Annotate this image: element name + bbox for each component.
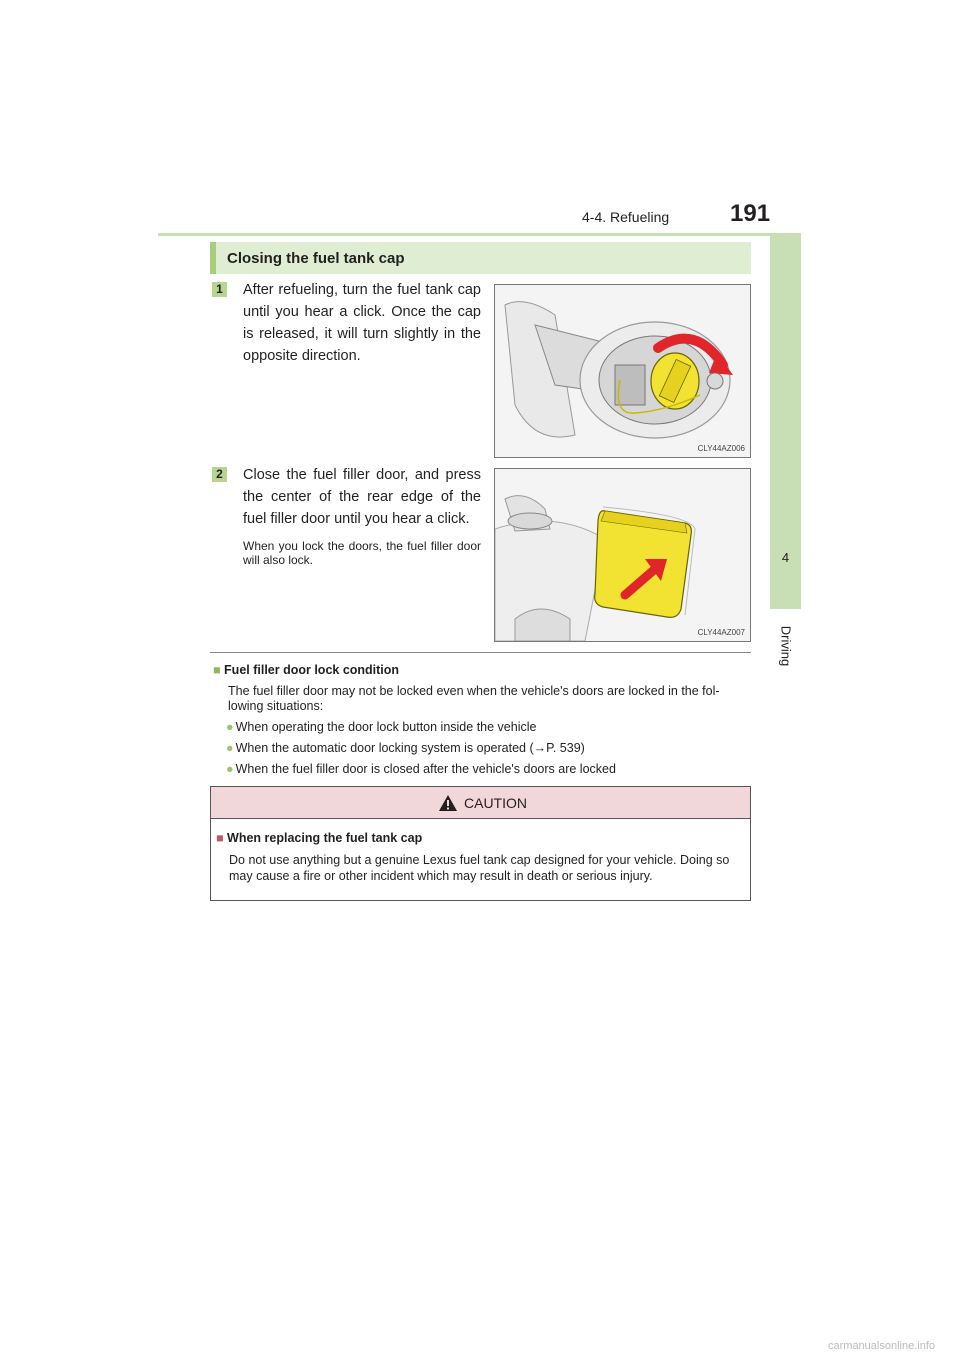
- caution-subheading: ■ When replacing the fuel tank cap: [216, 831, 423, 845]
- section-label: 4-4. Refueling: [582, 209, 670, 225]
- page-number: 191: [730, 200, 771, 227]
- caution-header: [211, 787, 750, 819]
- fuel-door-illustration: [495, 469, 750, 641]
- chapter-number: 4: [781, 550, 790, 565]
- round-bullet-icon: ●: [226, 741, 234, 755]
- square-bullet-icon: ■: [216, 831, 224, 845]
- caution-body: Do not use anything but a genuine Lexus fuel tank cap designed for your vehicle. Doing so may cause a fire or other incident which may result in death or serious injury.: [229, 853, 730, 883]
- round-bullet-icon: ●: [226, 762, 234, 776]
- figure-code-2: CLY44AZ007: [697, 628, 745, 637]
- step-number-2: 2: [212, 467, 227, 482]
- chapter-label: Driving: [778, 625, 793, 667]
- bullet-item: ● When operating the door lock button inside the vehicle: [226, 720, 537, 734]
- lock-condition-heading: ■ Fuel filler door lock condition: [213, 663, 400, 677]
- header-rule: [158, 233, 801, 236]
- square-bullet-icon: ■: [213, 663, 221, 677]
- figure-fuel-door: [494, 468, 751, 642]
- lock-condition-body: The fuel filler door may not be locked even when the vehicle's doors are locked in the fol-lowing situations:: [228, 684, 720, 713]
- bullet-item: ● When the fuel filler door is closed after the vehicle's doors are locked: [226, 762, 616, 776]
- step-1-text: After refueling, turn the fuel tank cap until you hear a click. Once the cap is released, it will turn slightly in the opposite direction.: [243, 282, 481, 364]
- warning-triangle-icon: [439, 795, 457, 811]
- section-heading: Closing the fuel tank cap: [210, 242, 751, 274]
- round-bullet-icon: ●: [226, 720, 234, 734]
- step-number-1: 1: [212, 282, 227, 297]
- step-2-text: Close the fuel filler door, and press the center of the rear edge of the fuel filler door until you hear a click.: [243, 467, 481, 527]
- caution-title: CAUTION: [464, 795, 527, 811]
- figure-code-1: CLY44AZ006: [697, 444, 745, 453]
- step-2-note: When you lock the doors, the fuel filler door will also lock.: [243, 539, 481, 567]
- fuel-cap-illustration: [495, 285, 750, 457]
- bullet-item: ● When the automatic door locking system is operated (→P. 539): [226, 741, 585, 755]
- figure-fuel-cap: [494, 284, 751, 458]
- caution-box: [210, 786, 751, 901]
- watermark: carmanualsonline.info: [828, 1340, 936, 1352]
- divider: [210, 652, 751, 653]
